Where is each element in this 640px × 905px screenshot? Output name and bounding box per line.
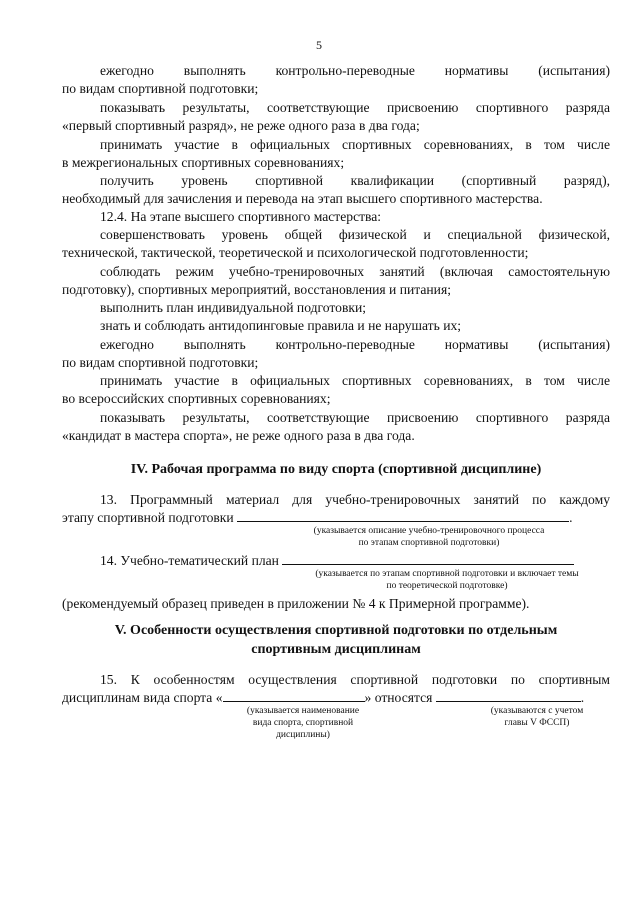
text-line: в межрегиональных спортивных соревнованиях; xyxy=(62,155,345,170)
p15-end: . xyxy=(580,690,585,705)
text-line: выполнить план индивидуальной подготовки; xyxy=(100,300,367,315)
section-heading: спортивным дисциплинам xyxy=(251,642,421,657)
text-line: технической, тактической, теоретической и психологической подготовленности; xyxy=(62,245,529,260)
text-line: «первый спортивный разряд», не реже одного раза в два года; xyxy=(62,118,420,133)
text-line: совершенствовать уровень общей физической и специальной физической, xyxy=(100,227,610,242)
text-line: по видам спортивной подготовки; xyxy=(62,355,259,370)
p13-text: этапу спортивной подготовки xyxy=(62,510,234,525)
field-caption: (указывается по этапам спортивной подготовки и включает темы по теоретической подготовке) xyxy=(315,569,579,591)
text-line: подготовку), спортивных мероприятий, восстановления и питания; xyxy=(62,282,451,297)
text-line: 15. К особенностям осуществления спортивной подготовки по спортивным xyxy=(100,672,610,687)
text-line: принимать участие в официальных спортивных соревнованиях, в том числе xyxy=(100,137,610,152)
section-heading: V. Особенности осуществления спортивной подготовки по отдельным xyxy=(114,623,558,638)
text-line: ежегодно выполнять контрольно-переводные нормативы (испытания) xyxy=(100,337,610,352)
page-number: 5 xyxy=(316,38,322,52)
text-line: во всероссийских спортивных соревнованиях; xyxy=(62,391,331,406)
text-line: «кандидат в мастера спорта», не реже одного раза в два года. xyxy=(62,428,415,443)
text-line: по видам спортивной подготовки; xyxy=(62,81,259,96)
fill-in-blank xyxy=(282,552,574,565)
text-line: показывать результаты, соответствующие присвоению спортивного разряда xyxy=(100,410,610,425)
section-heading: IV. Рабочая программа по виду спорта (спортивной дисциплине) xyxy=(130,462,542,477)
text-line: знать и соблюдать антидопинговые правила и не нарушать их; xyxy=(100,318,462,333)
field-caption: (указывается описание учебно-тренировочного процесса по этапам спортивной подготовки) xyxy=(313,526,545,548)
text-line: 13. Программный материал для учебно-тренировочных занятий по каждому xyxy=(100,492,610,507)
p15-text: дисциплинам вида спорта « xyxy=(62,690,223,705)
p15-mid: » относятся xyxy=(364,690,433,705)
fill-in-blank xyxy=(223,689,365,702)
text-line: (рекомендуемый образец приведен в приложении № 4 к Примерной программе). xyxy=(62,596,530,611)
p14-text: 14. Учебно-тематический план xyxy=(100,553,279,568)
text-line: получить уровень спортивной квалификации (спортивный разряд), xyxy=(100,173,610,188)
fill-in-blank xyxy=(237,509,569,522)
p13-end: . xyxy=(569,510,573,525)
fill-in-blank xyxy=(436,689,581,702)
text-line: показывать результаты, соответствующие присвоению спортивного разряда xyxy=(100,100,610,115)
text-line: соблюдать режим учебно-тренировочных занятий (включая самостоятельную xyxy=(100,264,610,279)
subsection-title: 12.4. На этапе высшего спортивного мастерства: xyxy=(100,209,382,224)
field-caption: (указывается наименование вида спорта, спортивной дисциплины) xyxy=(246,706,360,740)
text-line: ежегодно выполнять контрольно-переводные нормативы (испытания) xyxy=(100,63,610,78)
text-line: принимать участие в официальных спортивных соревнованиях, в том числе xyxy=(100,373,610,388)
text-line: необходимый для зачисления и перевода на этап высшего спортивного мастерства. xyxy=(62,191,543,206)
field-caption: (указываются с учетом главы V ФССП) xyxy=(490,706,584,728)
